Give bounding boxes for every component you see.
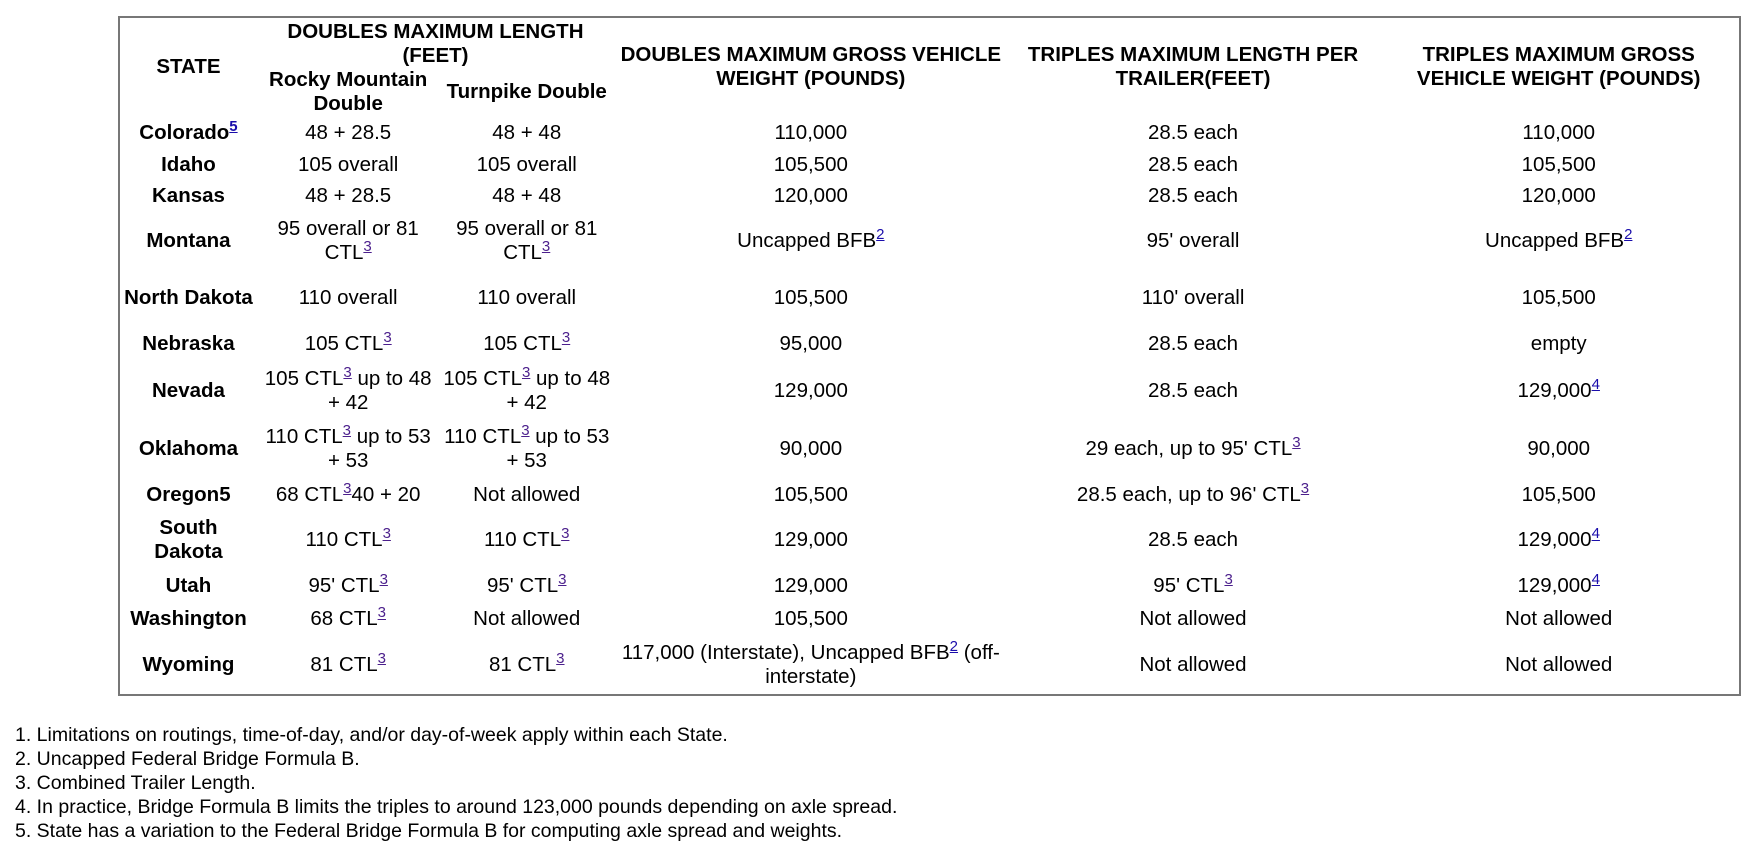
cell-triples-max-gvw xyxy=(1378,212,1739,270)
footnote-ref-link[interactable]: 3 xyxy=(382,525,391,543)
cell-text: 95' overall xyxy=(1146,228,1240,252)
cell-text: 28.5 each xyxy=(1148,153,1239,177)
cell-rocky-mountain-double xyxy=(257,569,440,602)
footnote-item: 5. State has a variation to the Federal Bridge Formula B for computing axle spread and weights. xyxy=(15,820,843,842)
cell-text: 129,000 xyxy=(773,378,848,402)
cell-text: 95,000 xyxy=(779,332,843,356)
cell-turnpike-double xyxy=(439,512,614,570)
cell-text: 28.5 each xyxy=(1148,332,1239,356)
footnote-item: 2. Uncapped Federal Bridge Formula B. xyxy=(15,748,360,770)
cell-text: 129,000 xyxy=(1517,528,1592,552)
cell-triples-max-gvw xyxy=(1378,478,1739,511)
cell-text: 48 + 48 xyxy=(492,120,562,144)
cell-state xyxy=(120,478,257,511)
cell-triples-max-gvw xyxy=(1378,636,1739,694)
cell-text: 105,500 xyxy=(1521,286,1596,310)
cell-triples-max-length xyxy=(1008,512,1379,570)
cell-text: 95 overall or 81 CTL xyxy=(456,216,598,264)
cell-text: 105 overall xyxy=(476,153,577,177)
table-row xyxy=(120,419,1739,478)
cell-text: up to 53 + 53 xyxy=(506,424,610,472)
cell-state xyxy=(120,181,257,212)
table-row xyxy=(120,603,1739,636)
table-row xyxy=(120,478,1739,511)
cell-doubles-max-gvw xyxy=(614,181,1008,212)
cell-text: 105,500 xyxy=(773,482,848,506)
cell-text: 28.5 each xyxy=(1148,120,1239,144)
cell-text: 110 overall xyxy=(298,286,398,310)
cell-text: 105 overall xyxy=(298,153,399,177)
table-row xyxy=(120,116,1739,149)
footnote-ref-link[interactable]: 2 xyxy=(949,638,959,656)
cell-text: Kansas xyxy=(151,184,225,208)
cell-text: 129,000 xyxy=(1517,574,1592,598)
cell-text: 105 CTL xyxy=(264,366,344,390)
cell-triples-max-gvw xyxy=(1378,269,1739,327)
cell-text: 110 CTL xyxy=(305,528,383,552)
cell-text: 68 CTL xyxy=(310,607,378,631)
cell-text: 120,000 xyxy=(773,184,848,208)
cell-triples-max-length xyxy=(1008,478,1379,511)
cell-state xyxy=(120,636,257,694)
cell-text: 95' CTL xyxy=(486,574,559,598)
cell-turnpike-double xyxy=(439,149,614,180)
cell-text: 90,000 xyxy=(1527,436,1591,460)
cell-text: Not allowed xyxy=(1505,607,1613,631)
header-doubles-max-gvw: DOUBLES MAXIMUM GROSS VEHICLE WEIGHT (POUNDS) xyxy=(620,43,1002,90)
cell-turnpike-double xyxy=(439,269,614,327)
cell-rocky-mountain-double xyxy=(257,636,440,694)
cell-triples-max-length xyxy=(1008,419,1379,478)
footnote-ref-link[interactable]: 3 xyxy=(343,480,352,498)
footnote-ref-link[interactable]: 5 xyxy=(229,117,238,135)
footnote-ref-link[interactable]: 3 xyxy=(342,421,351,439)
cell-doubles-max-gvw xyxy=(614,212,1008,270)
cell-rocky-mountain-double xyxy=(257,149,440,180)
table-row xyxy=(120,149,1739,180)
footnote-ref-link[interactable]: 3 xyxy=(556,650,565,668)
footnote-ref-link[interactable]: 3 xyxy=(363,237,372,255)
cell-turnpike-double xyxy=(439,569,614,602)
cell-doubles-max-gvw xyxy=(614,116,1008,149)
cell-state xyxy=(120,212,257,270)
cell-text: 129,000 xyxy=(773,574,848,598)
cell-triples-max-length xyxy=(1008,327,1379,362)
cell-text: 68 CTL xyxy=(275,482,344,506)
cell-text: 95' CTL xyxy=(308,574,380,598)
cell-state xyxy=(120,569,257,602)
cell-text: 105,500 xyxy=(773,153,848,177)
cell-text: empty xyxy=(1530,332,1587,356)
cell-triples-max-gvw xyxy=(1378,362,1739,420)
cell-text: (off-interstate) xyxy=(765,641,1000,689)
cell-text: 95' CTL xyxy=(1153,574,1225,598)
cell-turnpike-double xyxy=(439,181,614,212)
table-row xyxy=(120,636,1739,694)
cell-doubles-max-gvw xyxy=(614,569,1008,602)
cell-text: Utah xyxy=(165,574,212,598)
cell-text: 40 + 20 xyxy=(351,482,421,506)
cell-rocky-mountain-double xyxy=(257,419,440,478)
cell-triples-max-length xyxy=(1008,269,1379,327)
cell-text: Washington xyxy=(130,607,247,631)
cell-text: 105,500 xyxy=(1521,482,1596,506)
cell-rocky-mountain-double xyxy=(257,327,440,362)
footnotes-list xyxy=(15,723,1715,843)
header-rocky-mountain-double: Rocky Mountain Double xyxy=(269,68,428,115)
cell-text: 110 overall xyxy=(477,286,577,310)
cell-turnpike-double xyxy=(439,636,614,694)
footnote-item: 4. In practice, Bridge Formula B limits the triples to around 123,000 pounds depending on axle spread. xyxy=(15,796,898,818)
cell-text: 48 + 28.5 xyxy=(305,184,392,208)
cell-text: 129,000 xyxy=(1517,378,1592,402)
cell-turnpike-double xyxy=(439,478,614,511)
cell-text: Not allowed xyxy=(1139,653,1247,677)
cell-turnpike-double xyxy=(439,419,614,478)
state-limits-table xyxy=(120,18,1739,694)
cell-state xyxy=(120,269,257,327)
footnote-item: 3. Combined Trailer Length. xyxy=(15,772,256,794)
cell-doubles-max-gvw xyxy=(614,512,1008,570)
cell-triples-max-gvw xyxy=(1378,116,1739,149)
cell-rocky-mountain-double xyxy=(257,603,440,636)
cell-text: 129,000 xyxy=(773,528,848,552)
footnote-ref-link[interactable]: 3 xyxy=(558,571,567,589)
table-row xyxy=(120,569,1739,602)
cell-doubles-max-gvw xyxy=(614,327,1008,362)
cell-rocky-mountain-double xyxy=(257,362,440,420)
cell-text: 110 CTL xyxy=(484,528,562,552)
state-limits-table-frame xyxy=(118,16,1741,696)
table-row xyxy=(120,327,1739,362)
footnote-item: 1. Limitations on routings, time-of-day, and/or day-of-week apply within each State. xyxy=(15,724,728,746)
cell-rocky-mountain-double xyxy=(257,478,440,511)
cell-text: 110,000 xyxy=(774,120,848,144)
cell-text: South Dakota xyxy=(154,516,223,564)
footnote-ref-link[interactable]: 3 xyxy=(1300,480,1310,498)
header-triples-max-gvw: TRIPLES MAXIMUM GROSS VEHICLE WEIGHT (POUNDS) xyxy=(1416,43,1701,90)
cell-text: Colorado xyxy=(139,120,230,144)
footnote-ref-link[interactable]: 3 xyxy=(377,604,386,622)
table-row xyxy=(120,269,1739,327)
cell-triples-max-gvw xyxy=(1378,181,1739,212)
cell-doubles-max-gvw xyxy=(614,269,1008,327)
cell-text: 48 + 48 xyxy=(492,184,562,208)
cell-text: Wyoming xyxy=(142,653,235,677)
table-row xyxy=(120,181,1739,212)
cell-text: Nevada xyxy=(151,378,225,402)
cell-state xyxy=(120,603,257,636)
cell-triples-max-gvw xyxy=(1378,327,1739,362)
cell-text: 105 CTL xyxy=(483,332,562,356)
cell-turnpike-double xyxy=(439,603,614,636)
header-state: STATE xyxy=(156,55,221,78)
cell-triples-max-length xyxy=(1008,569,1379,602)
cell-triples-max-gvw xyxy=(1378,512,1739,570)
header-turnpike-double: Turnpike Double xyxy=(446,80,607,103)
cell-triples-max-length xyxy=(1008,636,1379,694)
cell-turnpike-double xyxy=(439,327,614,362)
cell-rocky-mountain-double xyxy=(257,512,440,570)
cell-state xyxy=(120,327,257,362)
cell-text: 105 CTL xyxy=(304,332,384,356)
cell-triples-max-length xyxy=(1008,149,1379,180)
footnote-ref-link[interactable]: 3 xyxy=(1292,433,1301,451)
footnote-ref-link[interactable]: 3 xyxy=(521,363,531,381)
cell-text: 110' overall xyxy=(1141,286,1245,310)
cell-doubles-max-gvw xyxy=(614,478,1008,511)
cell-rocky-mountain-double xyxy=(257,212,440,270)
cell-state xyxy=(120,149,257,180)
cell-state xyxy=(120,512,257,570)
cell-doubles-max-gvw xyxy=(614,362,1008,420)
table-row xyxy=(120,212,1739,270)
footnote-ref-link[interactable]: 4 xyxy=(1591,375,1600,393)
footnote-ref-link[interactable]: 3 xyxy=(541,237,551,255)
cell-text: 81 CTL xyxy=(310,653,378,677)
table-header xyxy=(120,18,1739,116)
header-doubles-max-length: DOUBLES MAXIMUM LENGTH (FEET) xyxy=(287,20,584,67)
cell-text: Not allowed xyxy=(1505,653,1613,677)
cell-text: Not allowed xyxy=(473,607,581,631)
cell-text: Not allowed xyxy=(473,482,581,506)
footnote-ref-link[interactable]: 3 xyxy=(1224,571,1233,589)
cell-rocky-mountain-double xyxy=(257,269,440,327)
cell-turnpike-double xyxy=(439,362,614,420)
table-row xyxy=(120,362,1739,420)
cell-doubles-max-gvw xyxy=(614,149,1008,180)
cell-triples-max-length xyxy=(1008,181,1379,212)
footnote-ref-link[interactable]: 2 xyxy=(876,225,885,243)
cell-text: 28.5 each xyxy=(1148,184,1239,208)
cell-text: 28.5 each xyxy=(1148,528,1239,552)
cell-state xyxy=(120,362,257,420)
cell-text: up to 48 + 42 xyxy=(327,366,432,414)
cell-doubles-max-gvw xyxy=(614,419,1008,478)
cell-text: 48 + 28.5 xyxy=(305,120,392,144)
cell-triples-max-gvw xyxy=(1378,419,1739,478)
cell-rocky-mountain-double xyxy=(257,116,440,149)
footnote-ref-link[interactable]: 4 xyxy=(1591,571,1600,589)
cell-text: 28.5 each xyxy=(1148,378,1239,402)
footnote-ref-link[interactable]: 3 xyxy=(343,363,352,381)
cell-text: Uncapped BFB xyxy=(1485,228,1625,252)
table-row xyxy=(120,512,1739,570)
cell-text: 110 CTL xyxy=(265,424,343,448)
cell-rocky-mountain-double xyxy=(257,181,440,212)
footnote-ref-link[interactable]: 3 xyxy=(561,525,570,543)
cell-text: 110,000 xyxy=(1522,120,1596,144)
cell-text: 90,000 xyxy=(779,436,843,460)
cell-text: 110 CTL xyxy=(444,424,522,448)
footnote-ref-link[interactable]: 3 xyxy=(383,329,392,347)
cell-text: Oregon5 xyxy=(146,482,231,506)
footnote-ref-link[interactable]: 2 xyxy=(1624,225,1633,243)
cell-doubles-max-gvw xyxy=(614,603,1008,636)
footnote-ref-link[interactable]: 3 xyxy=(521,421,530,439)
cell-state xyxy=(120,419,257,478)
cell-text: Montana xyxy=(146,228,231,252)
cell-text: 105 CTL xyxy=(443,366,522,390)
footnote-ref-link[interactable]: 3 xyxy=(379,571,388,589)
cell-state xyxy=(120,116,257,149)
cell-text: 105,500 xyxy=(773,607,848,631)
cell-triples-max-length xyxy=(1008,603,1379,636)
cell-text: 117,000 (Interstate), Uncapped BFB xyxy=(621,641,950,665)
cell-text: 28.5 each, up to 96' CTL xyxy=(1076,482,1301,506)
cell-text: 105,500 xyxy=(773,286,848,310)
cell-text: up to 48 + 42 xyxy=(506,366,611,414)
footnote-ref-link[interactable]: 4 xyxy=(1591,525,1600,543)
cell-text: Uncapped BFB xyxy=(737,228,877,252)
cell-text: Not allowed xyxy=(1139,607,1247,631)
cell-text: Nebraska xyxy=(142,332,235,356)
cell-text: Oklahoma xyxy=(138,436,239,460)
cell-triples-max-gvw xyxy=(1378,569,1739,602)
cell-text: 81 CTL xyxy=(488,653,557,677)
cell-text: Idaho xyxy=(161,153,216,177)
cell-text: 105,500 xyxy=(1521,153,1596,177)
cell-text: North Dakota xyxy=(124,286,253,310)
cell-turnpike-double xyxy=(439,212,614,270)
footnote-ref-link[interactable]: 3 xyxy=(377,650,386,668)
cell-text: up to 53 + 53 xyxy=(327,424,431,472)
footnote-ref-link[interactable]: 3 xyxy=(561,329,571,347)
cell-triples-max-gvw xyxy=(1378,149,1739,180)
header-triples-max-length: TRIPLES MAXIMUM LENGTH PER TRAILER(FEET) xyxy=(1027,43,1359,90)
cell-doubles-max-gvw xyxy=(614,636,1008,694)
table-body xyxy=(120,116,1739,694)
cell-triples-max-length xyxy=(1008,116,1379,149)
cell-text: 120,000 xyxy=(1521,184,1596,208)
cell-triples-max-length xyxy=(1008,212,1379,270)
cell-triples-max-length xyxy=(1008,362,1379,420)
cell-triples-max-gvw xyxy=(1378,603,1739,636)
cell-text: 95 overall or 81 CTL xyxy=(277,216,419,264)
cell-text: 29 each, up to 95' CTL xyxy=(1085,436,1293,460)
cell-turnpike-double xyxy=(439,116,614,149)
